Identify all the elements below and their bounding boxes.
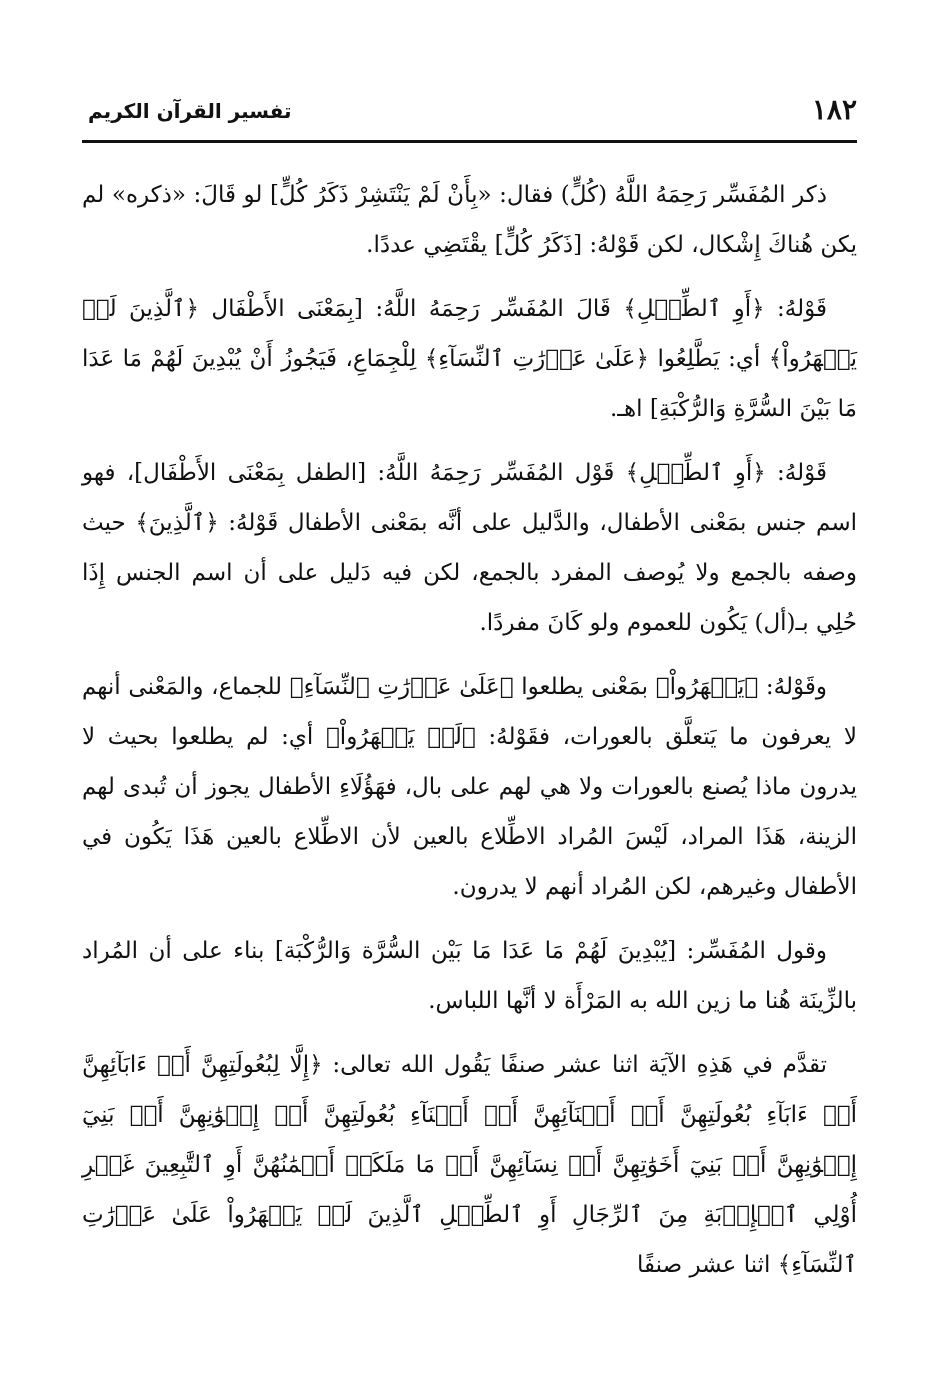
paragraph-1: ذكر المُفَسِّر رَحِمَهُ اللَّهُ (كُلٍّ) فقال: «بِأَنْ لَمْ يَنْتَشِرْ ذَكَرُ كُلٍّ] لو قَالَ: «ذكره» لم يكن هُناكَ إِشْكال، لكن قَوْلهُ: [ذَكَرُ كُلٍّ] يقْتَضِي عددًا. <box>82 182 857 258</box>
paragraph-5: وقول المُفَسِّر: [يُبْدِينَ لَهُمْ مَا عَدَا مَا بَيْن السُّرَّة وَالرُّكْبَة] بناء على أن المُراد بالزِّينَة هُنا ما زين الله به المَرْأَة لا أنَّها اللباس. <box>82 938 857 1014</box>
book-title: تفسير القرآن الكريم <box>88 99 292 123</box>
paragraph-3: قَوْلهُ: ﴿أَوِ ٱلطِّفۡلِ﴾ قَوْل المُفَسِّر رَحِمَهُ اللَّهُ: [الطفل بِمَعْنَى الأَطْفَال]، فهو اسم جنس بمَعْنى الأطفال، والدَّليل على أنَّه بمَعْنى الأطفال قَوْلهُ: ﴿ٱلَّذِينَ﴾ حيث وصفه بالجمع ولا يُوصف المفرد بالجمع، لكن فيه دَليل على أن اسم الجنس إِذَا حُلِي بـ(أل) يَكُون للعموم ولو كَانَ مفردًا. <box>82 460 857 636</box>
page-header <box>80 93 857 133</box>
page-number: ١٨٢ <box>811 93 857 126</box>
header-divider <box>82 140 857 143</box>
paragraph-4: وقَوْلهُ: ﴿يَظۡهَرُواْ﴾ بمَعْنى يطلعوا ﴿عَلَىٰ عَوۡرَٰتِ ٱلنِّسَآءِ﴾ للجماع، والمَعْنى أنهم لا يعرفون ما يَتعلَّق بالعورات، فقَوْلهُ: ﴿لَمۡ يَظۡهَرُواْ﴾ أي: لم يطلعوا بحيث لا يدرون ماذا يُصنع بالعورات ولا هي لهم على بال، فهَؤُلَاءِ الأطفال يجوز أن تُبدى لهم الزينة، هَذَا المراد، لَيْسَ المُراد الاطِّلاع بالعين لأن الاطِّلاع بالعين هَذَا يَكُون في الأطفال وغيرهم، لكن المُراد أنهم لا يدرون. <box>82 674 857 900</box>
page-body <box>82 170 857 1304</box>
paragraph-2: قَوْلهُ: ﴿أَوِ ٱلطِّفۡلِ﴾ قَالَ المُفَسِّر رَحِمَهُ اللَّهُ: [بِمَعْنَى الأَطْفَال ﴿ٱلَّذِينَ لَمۡ يَظۡهَرُواْ﴾ أي: يَطَّلِعُوا ﴿عَلَىٰ عَوۡرَٰتِ ٱلنِّسَآءِ﴾ لِلْجِمَاعِ، فَيَجُوزُ أَنْ يُبْدِينَ لَهُمْ مَا عَدَا مَا بَيْنَ السُّرَّةِ وَالرُّكْبَةِ] اهـ. <box>82 296 857 422</box>
paragraph-6: تقدَّم في هَذِهِ الآيَة اثنا عشر صنفًا يَقُول الله تعالى: ﴿إِلَّا لِبُعُولَتِهِنَّ أَوۡ ءَابَآئِهِنَّ أَوۡ ءَابَآءِ بُعُولَتِهِنَّ أَوۡ أَبۡنَآئِهِنَّ أَوۡ أَبۡنَآءِ بُعُولَتِهِنَّ أَوۡ إِخۡوَٰنِهِنَّ أَوۡ بَنِيٓ إِخۡوَٰنِهِنَّ أَوۡ بَنِيٓ أَخَوَٰتِهِنَّ أَوۡ نِسَآئِهِنَّ أَوۡ مَا مَلَكَتۡ أَيۡمَٰنُهُنَّ أَوِ ٱلتَّٰبِعِينَ غَيۡرِ أُوْلِي ٱلۡإِرۡبَةِ مِنَ ٱلرِّجَالِ أَوِ ٱلطِّفۡلِ ٱلَّذِينَ لَمۡ يَظۡهَرُواْ عَلَىٰ عَوۡرَٰتِ ٱلنِّسَآءِ﴾ اثنا عشر صنفًا <box>82 1052 857 1278</box>
